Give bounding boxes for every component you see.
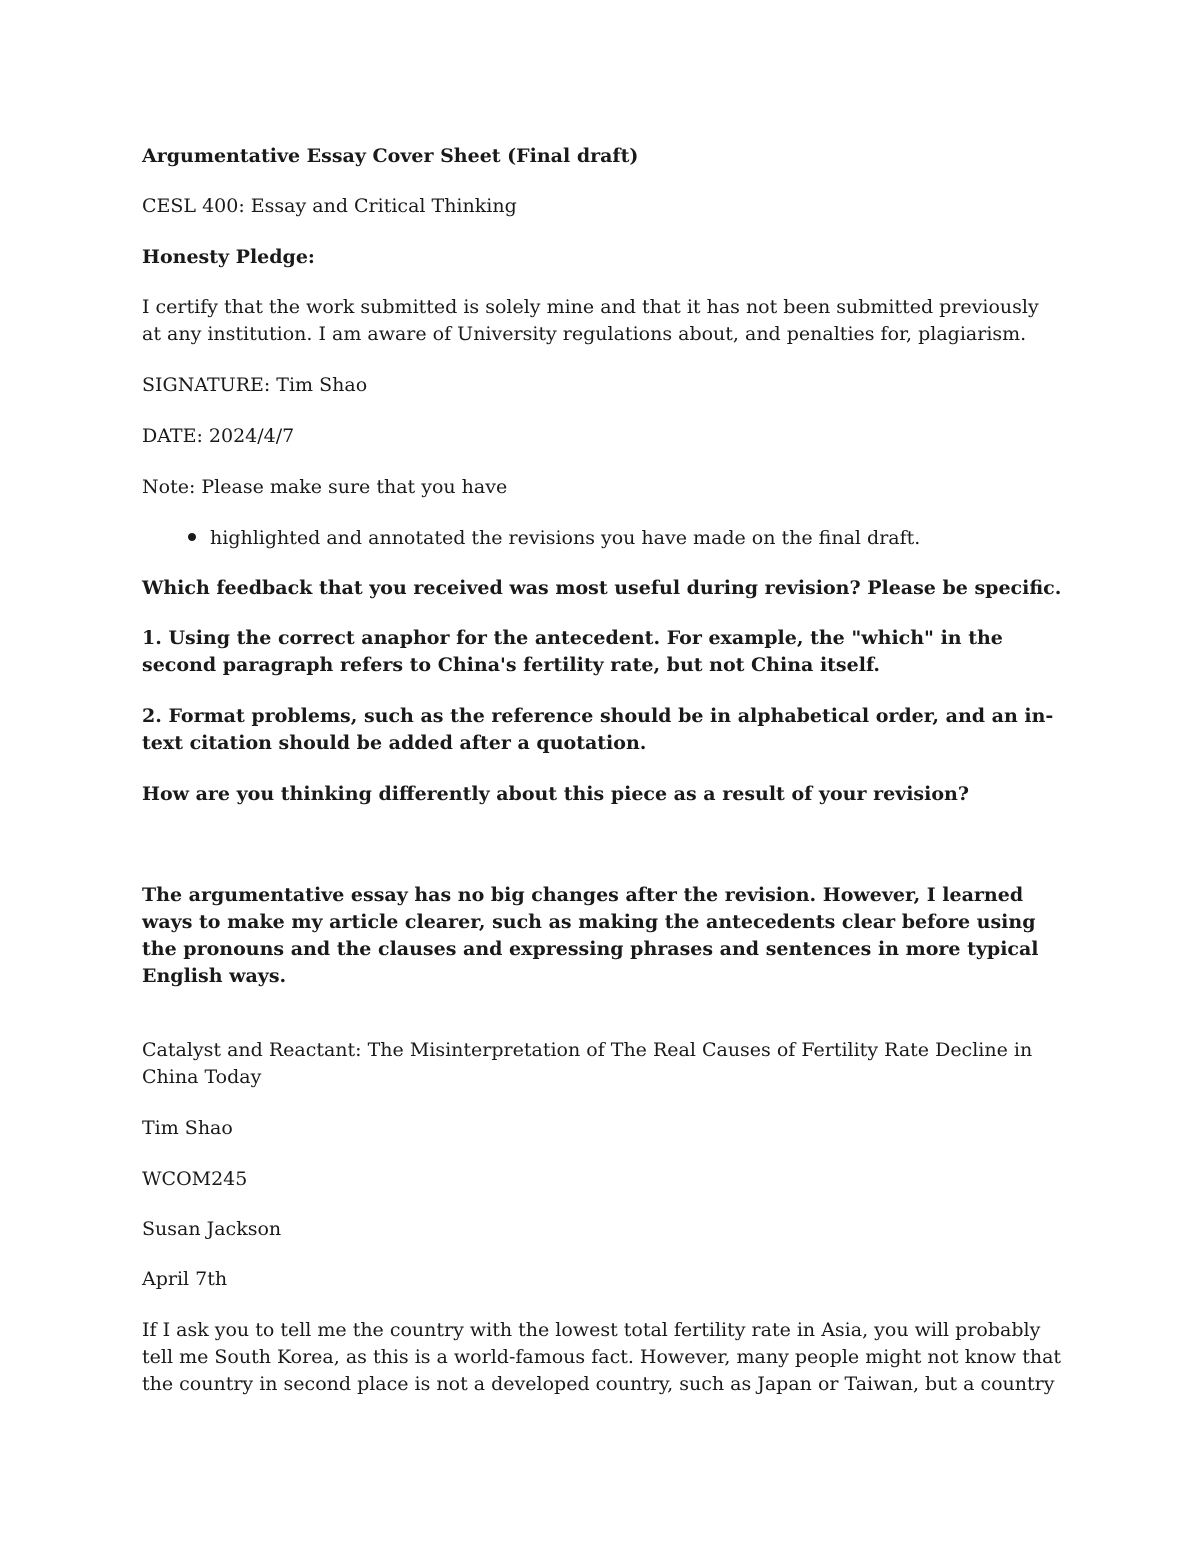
- feedback-question: Which feedback that you received was most useful during revision? Please be specific.: [142, 577, 1062, 599]
- feedback-answer-2: 2. Format problems, such as the reference should be in alphabetical order, and an in-text citation should be added after a quotation.: [142, 705, 1054, 754]
- pledge-heading: Honesty Pledge:: [142, 246, 315, 268]
- cover-title: Argumentative Essay Cover Sheet (Final draft): [142, 145, 639, 167]
- signature-line: SIGNATURE: Tim Shao: [142, 374, 368, 396]
- bullet-icon: [188, 533, 196, 541]
- thinking-question: How are you thinking differently about this piece as a result of your revision?: [142, 783, 969, 805]
- course-name: CESL 400: Essay and Critical Thinking: [142, 195, 517, 217]
- essay-course-code: WCOM245: [142, 1168, 248, 1190]
- thinking-answer: The argumentative essay has no big changes after the revision. However, I learned ways to make my article clearer, such as making the antecedents clear before using the pronouns and the clauses and expressing phrases and sentences in more typical English ways.: [142, 884, 1039, 987]
- pledge-text: I certify that the work submitted is solely mine and that it has not been submitted previously at any institution. I am aware of University regulations about, and penalties for, plagiarism.: [142, 296, 1039, 345]
- essay-date: April 7th: [142, 1268, 228, 1290]
- bullet-text: highlighted and annotated the revisions you have made on the final draft.: [210, 527, 921, 549]
- feedback-answer-1: 1. Using the correct anaphor for the antecedent. For example, the "which" in the second paragraph refers to China's fertility rate, but not China itself.: [142, 627, 1003, 676]
- list-item: [188, 525, 1058, 552]
- essay-body-paragraph: If I ask you to tell me the country with the lowest total fertility rate in Asia, you will probably tell me South Korea, as this is a world-famous fact. However, many people might not know that the country in second place is not a developed country, such as Japan or Taiwan, but a country: [142, 1319, 1062, 1395]
- essay-instructor: Susan Jackson: [142, 1218, 282, 1240]
- essay-title: Catalyst and Reactant: The Misinterpretation of The Real Causes of Fertility Rate Decline in China Today: [142, 1039, 1033, 1088]
- date-line: DATE: 2024/4/7: [142, 425, 295, 447]
- essay-author: Tim Shao: [142, 1117, 233, 1139]
- note-line: Note: Please make sure that you have: [142, 476, 508, 498]
